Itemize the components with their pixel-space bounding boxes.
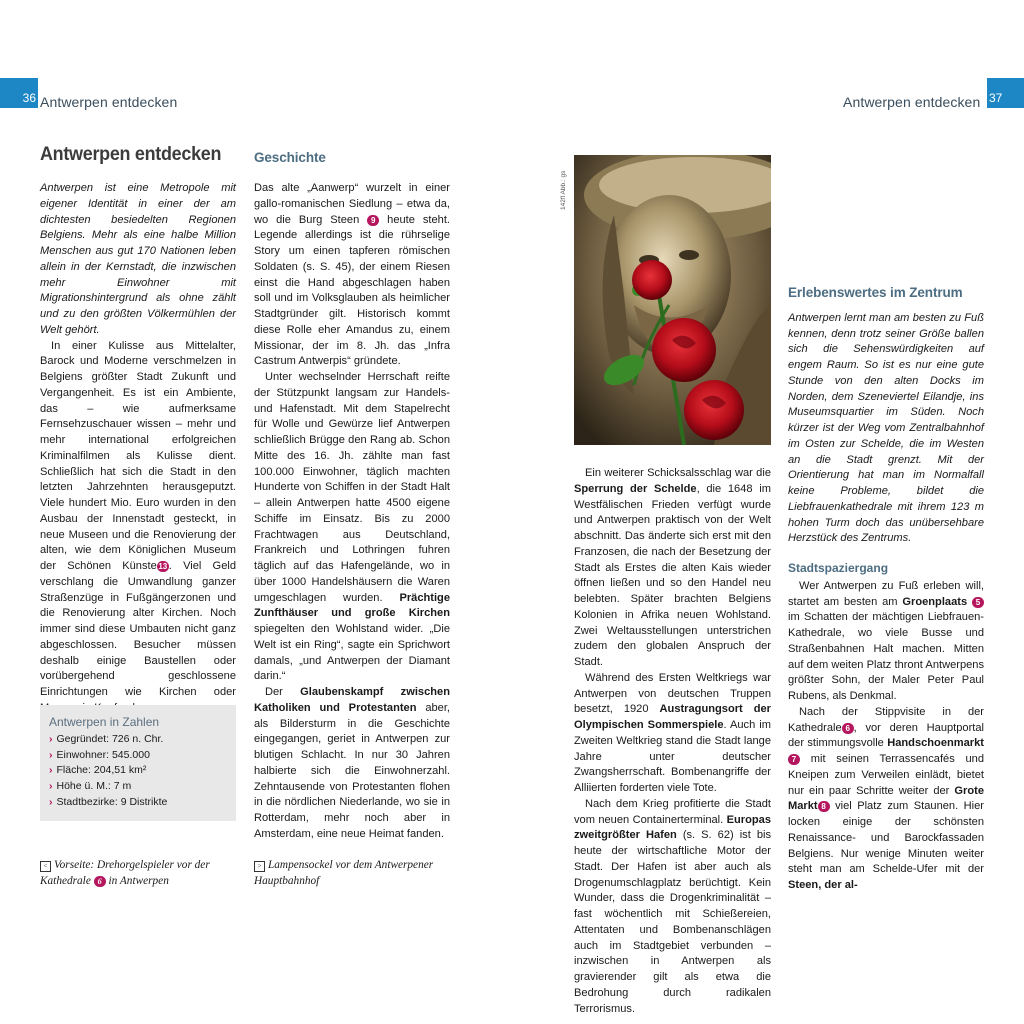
arrow-left-icon: <: [40, 861, 51, 872]
text: . Viel Geld verschlang die Umwandlung ganzer Straßenzüge in Fußgängerzonen und die Renovierung alter Kirchen. Noch immer sind diese Umbauten nicht ganz abgeschlossen. Besucher müssen deshalb einige Baustellen oder vorübergehend geschlossene Einrichtungen wie Kirchen oder: [40, 560, 236, 698]
map-marker[interactable]: 6: [94, 876, 106, 887]
facts-box-title: Antwerpen in Zahlen: [49, 715, 160, 729]
bold-text: Glaubenskampf zwischen Katholiken und Protestanten: [254, 686, 450, 714]
facts-box: [40, 705, 236, 821]
photo-illustration: [574, 155, 771, 445]
bold-text: Europas zweitgrößter Hafen: [574, 813, 771, 842]
map-marker[interactable]: 13: [158, 562, 168, 571]
text: , die 1648 im Westfälischen Frieden verfügt wurde und Antwerpen praktisch von der Welt abschnitt. Das änderte sich erst mit den Franzosen, die nach der Besetzung der Stadt als Erstes die alten Kais wieder öffnen ließen und so den Handel neu belebten. Später brachten Belgiens Kolonien in Afrika neuen Wohlstand. Zwei Weltausstellungen unterstrichen zudem den globalen Anspruch der Stadt.: [574, 482, 771, 668]
page-number-right-text: 37: [989, 91, 1003, 105]
section-intro: Antwerpen lernt man am besten zu Fuß kennen, denn trotz seiner Größe ballen sich die Sehenswürdigkeiten auf engem Raum. So ist es nur eine gute Stunde von den alten Docks im Norden, dem Szeneviertel Eilandje, ins Museumsquartier im Süden. Noch kürzer ist der Weg vom Zentralbahnhof im Osten zur Schelde, die im Westen an die Stadt grenzt. Mit der Orientierung hat man im Normalfall keine Probleme, bildet die Liebfrauenkathedrale mit ihrem 123 m hohen Turm doch das unübersehbare Herzstück des Zentrums.: [788, 311, 984, 545]
running-title-left: Antwerpen entdecken: [40, 94, 178, 110]
paragraph: [574, 466, 771, 671]
text: Wer Antwerpen zu Fuß erleben will, startet am besten am: [788, 579, 984, 608]
text: , vor deren Hauptportal der stimmungsvolle: [788, 721, 984, 750]
facts-item: [49, 795, 227, 811]
bold-text: Sperrung der Schelde: [574, 482, 697, 495]
photo-caption-left: [40, 857, 240, 889]
intro-paragraph: Antwerpen ist eine Metropole mit eigener Identität in einer der am dichtesten besiedelten Regionen Belgiens. Mehr als eine halbe Million Menschen aus gut 170 Nationen leben allein in der Kernstadt, die inzwischen mehr Einwohner mit Migrationshintergrund als ohne zählt und zu den größten Völkermühlen der Welt gehört.: [40, 182, 236, 336]
column-4: [788, 149, 984, 894]
facts-item-text: Stadtbezirke: 9 Distrikte: [56, 795, 168, 808]
map-marker[interactable]: 7: [788, 754, 800, 765]
facts-item-text: Gegründet: 726 n. Chr.: [56, 733, 164, 745]
bold-text: Handschoenmarkt: [887, 737, 984, 750]
text: (s. S. 62) ist bis heute der wirtschaftliche Motor der Stadt. Der Hafen ist aber auch als Drogenumschlagplatz berüchtigt. Kein Wunder, dass die Drogenkriminalität – fast wöchentlich mit Schießereien, Attentaten und Bombenanschlägen auch im Stadtgebiet verbunden – inzwischen in Antwerpen als gravierender gilt als etwa die Bedrohung durch radikalen Terrorismus.: [574, 829, 771, 1015]
chevron-right-icon: ›: [49, 780, 53, 793]
paragraph: [254, 370, 450, 685]
facts-item: [49, 732, 227, 748]
section-heading-erlebenswertes: Erlebenswertes im Zentrum: [788, 285, 963, 300]
text: . Auch im Zweiten Weltkrieg stand die Stadt lange Jahre unter deutscher Zwangsherrschaft. Bombenangriffe der Alliierten forderten viele Tote.: [574, 719, 771, 794]
text: mit seinen Terrassencafés und Kneipen zum Verweilen einlädt, bietet nur ein paar Schritte weiter der: [788, 753, 984, 797]
map-marker[interactable]: 5: [972, 597, 984, 608]
paragraph: [788, 579, 984, 705]
bold-text: Steen, der al-: [788, 879, 858, 891]
text: Unter wechselnder Herrschaft reifte der Stützpunkt langsam zur Handels- und Hafenstadt. Mit dem Stapelrecht für Wolle und Gewürze lief Antwerpen schließlich Brügge den Rang ab. Schon Mitte des 16. Jh. zählte man fast 100.000 Einwohner, täglich machten Hunderte von Schiffen in der Stadt Halt – allein Antwerpen hatte 4500 eigene Schiffe im Einsatz. Bis zu 2000 Frachtwagen aus Deutschland, Frankreich und Lothringen fuhren täglich auf das Hafengelände, wo in über 1000 Handelshäusern die Waren umgeschlagen wurden.: [254, 371, 450, 604]
chapter-title: Antwerpen entdecken: [40, 143, 222, 165]
section-heading-geschichte: Geschichte: [254, 150, 326, 165]
map-marker[interactable]: 8: [818, 801, 830, 812]
facts-item-text: Fläche: 204,51 km²: [56, 764, 147, 777]
paragraph: [574, 671, 771, 797]
text: Der: [265, 686, 301, 698]
chevron-right-icon: ›: [49, 795, 53, 808]
column-2: [254, 181, 450, 843]
bold-text: Grote Markt: [788, 784, 984, 813]
caption-text: Vorseite: Drehorgelspieler vor der Kathedrale: [40, 859, 210, 887]
text: Das alte „Aanwerp“ wurzelt in einer gallo-romanischen Siedlung – etwa da, wo die Burg Steen: [254, 182, 450, 226]
text: heute steht. Legende allerdings ist die rührselige Story um einen tapferen römischen Soldaten (s. S. 45), der einem Riesen einst die Hand abgeschlagen haben soll und im Volksglauben als heimlicher Stadtgründer gilt. Historisch kommt diese Rolle eher Amandus zu, einem Missionar, der im 8. Jh. das „Infra Castrum Antwerpis“ gründete.: [254, 213, 450, 368]
bold-text: Austragungsort der Olympischen Sommerspiele: [574, 703, 771, 731]
paragraph: [574, 797, 771, 1018]
facts-item-text: Höhe ü. M.: 7 m: [56, 780, 132, 793]
map-marker[interactable]: 6: [842, 723, 854, 734]
text: Während des Ersten Weltkriegs war Antwerpen von deutschen Truppen besetzt, 1920: [574, 671, 771, 716]
paragraph: [40, 339, 236, 717]
text: Nach dem Krieg profitierte die Stadt vom neuen Containerterminal.: [574, 797, 771, 826]
text: aber, als Bildersturm in die Geschichte eingegangen, geriet in Antwerpen zur blutigen Schlacht. In nur 30 Jahren halbierte sich die Einwohnerzahl. Zehntausende von Protestanten flohen in die nördlichen Niederlande, wo sie in Rotterdam, mehr noch aber in Amsterdam, eine neue Heimat fanden.: [254, 701, 450, 840]
bold-text: Groenplaats: [902, 595, 968, 608]
chevron-right-icon: ›: [49, 764, 53, 777]
paragraph: [254, 685, 450, 843]
page-number-left-text: 36: [22, 91, 36, 105]
photo-rubens-statue-with-roses: [574, 155, 771, 445]
facts-item: [49, 779, 227, 795]
text: Ein weiterer Schicksalsschlag war die: [585, 467, 771, 479]
photo-credit: 142fl Abb.: gs: [560, 170, 567, 210]
caption-text: Lampensockel vor dem Antwerpener Hauptbahnhof: [254, 859, 434, 887]
photo-caption-mid: [254, 857, 454, 889]
text: Nach der Stippvisite in der Kathedrale: [788, 705, 984, 734]
page-number-right: [987, 78, 1024, 108]
map-marker[interactable]: 9: [367, 215, 379, 226]
chevron-right-icon: ›: [49, 733, 53, 745]
chevron-right-icon: ›: [49, 748, 53, 761]
caption-text: in Antwerpen: [105, 875, 169, 887]
column-1: [40, 181, 236, 717]
running-title-right: Antwerpen entdecken: [843, 94, 981, 110]
facts-item-text: Einwohner: 545.000: [56, 748, 150, 761]
text: viel Platz zum Staunen. Hier locken einige der schönsten Renaissance- und Barockfassaden Belgiens. Nur wenige Minuten weiter steht man am Schelde-Ufer mit der: [788, 800, 984, 876]
text: In einer Kulisse aus Mittelalter, Barock und Moderne verschmelzen in Belgiens größter Stadt Zukunft und Vergangenheit. Es ist ein Ambiente, das – wie aufmerksame Fernsehzuschauer wissen – mehr und mehr international erfolgreichen Kriminalfilmen als Kulisse dient. Schließlich hat sich die Stadt in den letzten Jahrzehnten herausgeputzt. Viele hundert Mio. Euro wurden in den Ausbau der Innenstadt gesteckt, in neue Museen und die Renovierung der alten, wie dem Königlichen Museum der Schönen Künste: [40, 339, 236, 572]
bold-text: Prächtige Zunfthäuser und große Kirchen: [254, 591, 450, 620]
paragraph: [254, 181, 450, 370]
text: spiegelten den Wohlstand wider. „Die Welt ist ein Ring“, sagte ein Sprichwort damals, „und Antwerpen der Diamant darin.“: [254, 623, 450, 683]
page-number-left: [0, 78, 38, 108]
arrow-right-icon: >: [254, 861, 265, 872]
paragraph: [788, 705, 984, 894]
subsection-heading-stadtspaziergang: Stadtspaziergang: [788, 561, 889, 575]
facts-item: [49, 763, 227, 779]
facts-item: [49, 748, 227, 764]
text: im Schatten der mächtigen Liebfrauen-Kathedrale, wo viele Busse und Straßenbahnen Halt machen. Mitten auf dem weiten Platz thront Antwerpens größter Sohn, der Maler Peter Paul Rubens, als Denkmal.: [788, 611, 984, 702]
column-3: [574, 466, 771, 1017]
